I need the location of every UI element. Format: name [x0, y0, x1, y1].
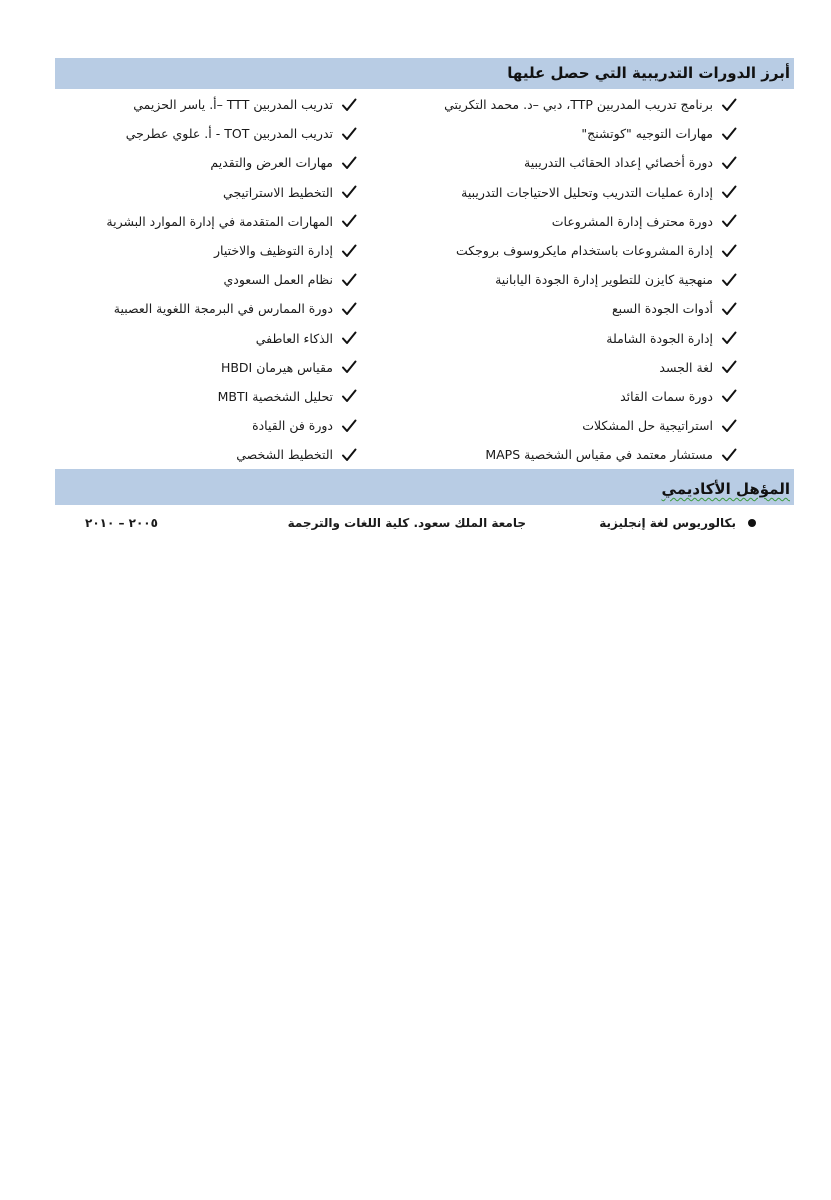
bullet-icon	[748, 519, 756, 527]
academic-degree: بكالوريوس لغة إنجليزية	[599, 516, 736, 530]
checkmark-icon	[339, 213, 357, 229]
checkmark-icon	[719, 301, 737, 317]
course-label: دورة الممارس في البرمجة اللغوية العصبية	[113, 301, 333, 317]
checkmark-icon	[719, 213, 737, 229]
course-item	[407, 178, 737, 207]
course-label: الذكاء العاطفي	[255, 330, 333, 346]
course-item	[407, 353, 737, 382]
course-item	[27, 294, 357, 323]
courses-section-header	[55, 58, 794, 89]
course-label: دورة محترف إدارة المشروعات	[551, 213, 713, 229]
checkmark-icon	[719, 359, 737, 375]
checkmark-icon	[719, 330, 737, 346]
course-item	[27, 148, 357, 177]
course-label: إدارة التوظيف والاختيار	[214, 243, 333, 259]
checkmark-icon	[719, 155, 737, 171]
course-item	[27, 411, 357, 440]
course-item	[407, 382, 737, 411]
checkmark-icon	[339, 126, 357, 142]
academic-university: جامعة الملك سعود. كلية اللغات والترجمة	[287, 516, 526, 530]
checkmark-icon	[719, 97, 737, 113]
course-item	[27, 119, 357, 148]
course-item	[407, 411, 737, 440]
course-item	[407, 90, 737, 119]
course-item	[27, 265, 357, 294]
academic-section-title: المؤهل الأكاديمي	[661, 480, 790, 498]
course-item	[27, 353, 357, 382]
course-label: دورة أخصائي إعداد الحقائب التدريبية	[524, 155, 713, 171]
checkmark-icon	[339, 155, 357, 171]
course-label: مهارات التوجيه "كوتشنج"	[581, 126, 713, 142]
course-label: برنامج تدريب المدربين TTP، دبي –د. محمد التكريتي	[444, 97, 713, 113]
course-label: دورة فن القيادة	[252, 418, 333, 434]
checkmark-icon	[719, 184, 737, 200]
course-label: تدريب المدربين TTT –أ. ياسر الحزيمي	[133, 97, 333, 113]
course-label: مستشار معتمد في مقياس الشخصية MAPS	[485, 447, 713, 463]
courses-list-left	[27, 90, 357, 469]
course-item	[27, 324, 357, 353]
course-label: استراتيجية حل المشكلات	[582, 418, 713, 434]
checkmark-icon	[339, 330, 357, 346]
course-label: منهجية كايزن للتطوير إدارة الجودة اليابانية	[495, 272, 713, 288]
academic-entry	[55, 512, 794, 534]
course-label: مهارات العرض والتقديم	[210, 155, 333, 171]
course-item	[27, 90, 357, 119]
checkmark-icon	[339, 301, 357, 317]
course-label: أدوات الجودة السبع	[611, 301, 713, 317]
course-label: إدارة الجودة الشاملة	[606, 330, 713, 346]
course-item	[407, 236, 737, 265]
academic-section-header	[55, 469, 794, 505]
checkmark-icon	[719, 243, 737, 259]
course-item	[407, 440, 737, 469]
checkmark-icon	[339, 272, 357, 288]
course-label: دورة سمات القائد	[620, 388, 713, 404]
course-label: إدارة المشروعات باستخدام مايكروسوف بروجكت	[455, 243, 713, 259]
courses-list-right	[407, 90, 737, 469]
academic-years: ٢٠٠٥ – ٢٠١٠	[85, 516, 158, 530]
course-label: التخطيط الاستراتيجي	[223, 184, 333, 200]
checkmark-icon	[719, 272, 737, 288]
checkmark-icon	[719, 126, 737, 142]
course-item	[407, 294, 737, 323]
course-item	[407, 324, 737, 353]
course-label: مقياس هيرمان HBDI	[220, 359, 333, 375]
course-label: تدريب المدربين TOT - أ. علوي عطرجي	[125, 126, 333, 142]
course-label: إدارة عمليات التدريب وتحليل الاحتياجات التدريبية	[461, 184, 713, 200]
course-item	[27, 236, 357, 265]
course-item	[27, 178, 357, 207]
checkmark-icon	[719, 418, 737, 434]
course-item	[27, 207, 357, 236]
course-item	[407, 119, 737, 148]
checkmark-icon	[339, 418, 357, 434]
course-item	[407, 207, 737, 236]
course-label: لغة الجسد	[659, 359, 713, 375]
courses-section-title: أبرز الدورات التدريبية التي حصل عليها	[507, 64, 790, 82]
course-label: التخطيط الشخصي	[236, 447, 333, 463]
checkmark-icon	[339, 243, 357, 259]
checkmark-icon	[339, 97, 357, 113]
checkmark-icon	[719, 388, 737, 404]
course-item	[407, 265, 737, 294]
course-item	[27, 382, 357, 411]
course-label: تحليل الشخصية MBTI	[217, 388, 333, 404]
course-item	[27, 440, 357, 469]
checkmark-icon	[719, 447, 737, 463]
checkmark-icon	[339, 447, 357, 463]
course-item	[407, 148, 737, 177]
checkmark-icon	[339, 359, 357, 375]
course-label: نظام العمل السعودي	[223, 272, 333, 288]
checkmark-icon	[339, 388, 357, 404]
checkmark-icon	[339, 184, 357, 200]
course-label: المهارات المتقدمة في إدارة الموارد البشرية	[106, 213, 333, 229]
